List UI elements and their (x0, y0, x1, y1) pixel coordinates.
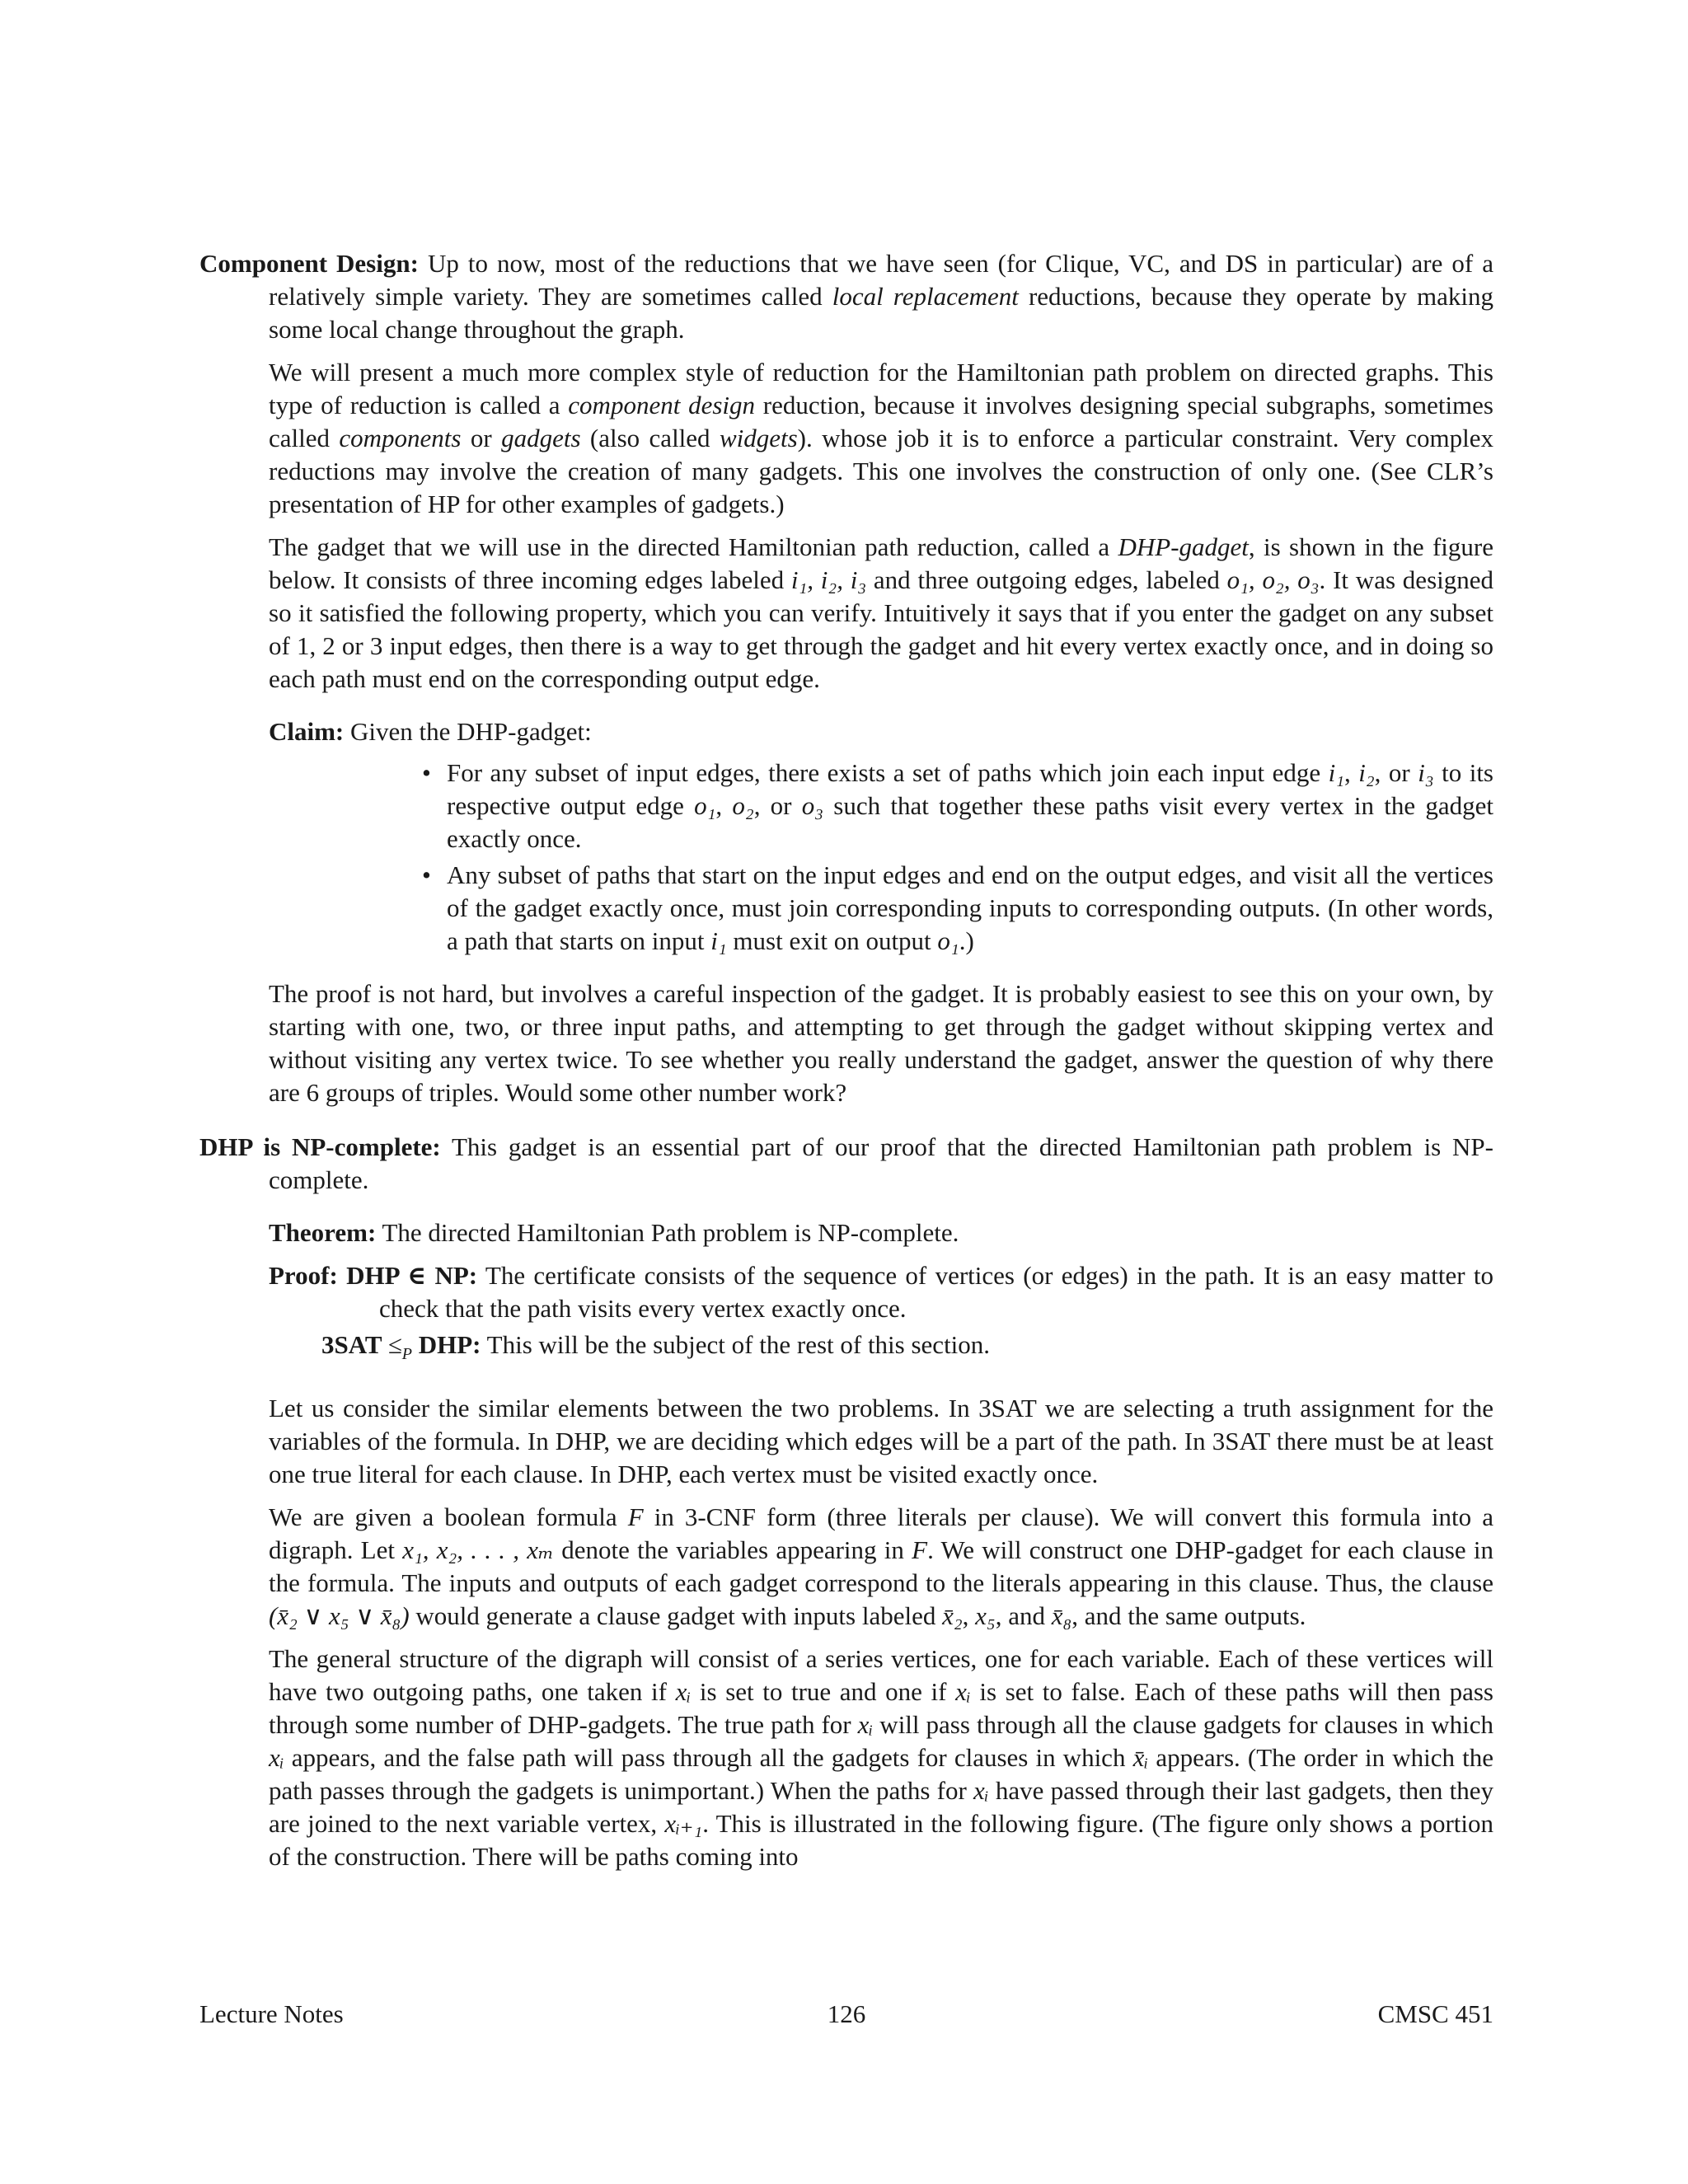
text-run: , is shown in the figure below. It consists of three incoming edges labeled (269, 532, 1493, 594)
math: x̄ᵢ (1132, 1743, 1149, 1773)
text-run: must exit on output (726, 926, 938, 955)
math: i₃ (1418, 758, 1434, 787)
math: ≤ (387, 1330, 402, 1359)
section-heading: Component Design: (199, 249, 419, 278)
emphasis: component design (568, 391, 756, 419)
text-run: , (715, 791, 733, 820)
section-component-design (199, 247, 1493, 1109)
text-run: is set to false. Each of these paths will then pass through some number of DHP-gadgets. The true path for (269, 1677, 1494, 1740)
math: x̄₂ (942, 1601, 963, 1631)
list-item (447, 859, 1493, 958)
emphasis: gadgets (501, 424, 581, 452)
proof-case-heading: DHP: (411, 1330, 481, 1359)
math: xᵢ (955, 1677, 971, 1707)
text-run: .) (959, 926, 974, 955)
text-run: have passed through their last gadgets, then they are joined to the next variable vertex, (269, 1776, 1493, 1839)
math: o₁, o₂, o₃ (1226, 565, 1320, 594)
paragraph (269, 356, 1493, 521)
text-run: For any subset of input edges, there exists a set of paths which join each input edge (447, 758, 1329, 787)
text-run: The gadget that we will use in the directed Hamiltonian path reduction, called a (269, 532, 1118, 561)
text-run: or (461, 424, 502, 452)
section-paragraph (199, 1131, 1493, 1197)
math: o₁ (694, 791, 716, 820)
proof-case-heading: 3SAT (321, 1330, 388, 1359)
text-run: ). whose job it is to enforce a particular constraint. Very complex reductions may involve the creation of many gadgets. This one involves the construction of only one. (See CLR’s presentation of HP for other examples of gadgets.) (269, 424, 1493, 518)
text-run: will pass through all the clause gadgets for clauses in which (873, 1710, 1494, 1740)
text-run: , (962, 1601, 976, 1631)
theorem-label: Theorem: (269, 1218, 377, 1247)
text-run: The general structure of the digraph will consist of a series vertices, one for each variable. Each of these vertices will have two outgoing paths, one taken if (269, 1644, 1493, 1707)
paragraph: The proof is not hard, but involves a careful inspection of the gadget. It is probably easiest to see this on your own, by starting with one, two, or three input paths, and attempting to get through the gadget without skipping vertex and without visiting any vertex twice. To see whether you really understand the gadget, answer the question of why there are 6 groups of triples. Would some other number work? (269, 979, 1493, 1107)
claim-label: Claim: (269, 717, 345, 746)
page-number: 126 (827, 1999, 866, 2028)
math: xᵢ₊₁ (664, 1809, 703, 1839)
math: xᵢ (973, 1776, 989, 1806)
claim-line (269, 715, 1493, 748)
text-run: such that together these paths visit every vertex in the gadget exactly once. (447, 791, 1494, 853)
text-run: denote the variables appearing in (554, 1535, 912, 1565)
theorem-block (269, 1216, 1493, 1249)
list-item (447, 757, 1493, 855)
text-run: , (1344, 758, 1359, 787)
text-run: . We will construct one DHP-gadget for each clause in the formula. The inputs and outputs of each gadget correspond to the literals appearing in this clause. Thus, the clause (269, 1535, 1493, 1598)
text-run: (also called (580, 424, 720, 452)
emphasis: local replacement (832, 282, 1019, 311)
text-run: This gadget is an essential part of our proof that the directed Hamiltonian path problem is NP-complete. (269, 1132, 1493, 1194)
math: x₁, x₂, . . . , xₘ (402, 1535, 554, 1565)
proof-case-heading: DHP ∈ NP: (346, 1261, 478, 1290)
text-run: reduction, because it involves designing special subgraphs, sometimes called (269, 391, 1493, 452)
paragraph (269, 1643, 1493, 1873)
proof-block (269, 1259, 1493, 1371)
math: F (912, 1535, 928, 1565)
claim-block (269, 715, 1493, 958)
text-run: The certificate consists of the sequence of vertices (or edges) in the path. It is an easy matter to check that the path visits every vertex exactly once. (379, 1261, 1494, 1323)
paragraph (269, 531, 1493, 696)
text-run: is set to true and one if (691, 1677, 956, 1707)
claim-bullet-list (269, 757, 1493, 958)
text-run: to its respective output edge (447, 758, 1493, 820)
page-footer (199, 1998, 1493, 2031)
footer-right: CMSC 451 (1377, 1999, 1493, 2028)
math: i₁, i₂, i₃ (790, 565, 867, 594)
math: i₁ (1328, 758, 1345, 787)
text-run: This will be the subject of the rest of this section. (481, 1330, 991, 1359)
math: o₃ (801, 791, 824, 820)
math: i₂ (1358, 758, 1375, 787)
paragraph: Let us consider the similar elements between the two problems. In 3SAT we are selecting a truth assignment for the variables of the formula. In DHP, we are deciding which edges will be a part of the path. In 3SAT there must be at least one true literal for each clause. In DHP, each vertex must be visited exactly once. (269, 1394, 1493, 1489)
math: x₅ (975, 1601, 996, 1631)
math: x̄₈ (1051, 1601, 1072, 1631)
footer-left: Lecture Notes (199, 1999, 344, 2028)
text-run: reductions, because they operate by making some local change throughout the graph. (269, 282, 1493, 344)
proof-line (269, 1259, 1493, 1325)
emphasis: components (339, 424, 462, 452)
text-run: appears, and the false path will pass through all the gadgets for clauses in which (284, 1743, 1133, 1773)
proof-line (321, 1329, 1493, 1371)
text-run: , or (1374, 758, 1418, 787)
text-run: in 3-CNF form (three literals per clause). We will convert this formula into a digraph. Let (269, 1502, 1493, 1565)
math: o₂ (732, 791, 754, 820)
text-run: , or (753, 791, 802, 820)
paragraph (269, 1501, 1493, 1633)
proof-label: Proof: (269, 1261, 338, 1290)
math: xᵢ (675, 1677, 692, 1707)
text-run: Given the DHP-gadget: (344, 717, 592, 746)
text-run: . It was designed so it satisfied the following property, which you can verify. Intuitively it says that if you enter the gadget on any subset of 1, 2 or 3 input edges, then there is a way to get through the gadget and hit every vertex exactly once, and in doing so each path must end on the corresponding output edge. (269, 565, 1494, 693)
section-dhp-np-complete (199, 1131, 1493, 1873)
section-paragraph (199, 247, 1493, 346)
math: xᵢ (269, 1743, 284, 1773)
math: xᵢ (857, 1710, 874, 1740)
text-run: We are given a boolean formula (269, 1502, 628, 1532)
text-run: Any subset of paths that start on the input edges and end on the output edges, and visit all the vertices of the gadget exactly once, must join corresponding inputs to corresponding outputs. (In other words, a path that starts on input (447, 860, 1493, 955)
text-run: . This is illustrated in the following figure. (The figure only shows a portion of the construction. There will be paths coming into (269, 1809, 1493, 1872)
text-run: , and the same outputs. (1071, 1601, 1306, 1631)
text-run: would generate a clause gadget with inputs labeled (409, 1601, 943, 1631)
text-run: Up to now, most of the reductions that we have seen (for Clique, VC, and DS in particular) are of a relatively simple variety. They are sometimes called (269, 249, 1494, 311)
page-content (199, 247, 1493, 1895)
math: (x̄₂ ∨ x₅ ∨ x̄₈) (269, 1601, 410, 1631)
text-run: The directed Hamiltonian Path problem is NP-complete. (376, 1218, 959, 1247)
text-run: and three outgoing edges, labeled (866, 565, 1227, 594)
math: i₁ (710, 926, 727, 955)
text-run: appears. (The order in which the path passes through the gadgets is unimportant.) When the paths for (269, 1743, 1493, 1806)
math: F (627, 1502, 644, 1532)
emphasis: DHP-gadget (1118, 532, 1249, 561)
emphasis: widgets (719, 424, 798, 452)
text-run: We will present a much more complex style of reduction for the Hamiltonian path problem on directed graphs. This type of reduction is called a (269, 358, 1493, 419)
text-run: , and (995, 1601, 1052, 1631)
section-heading: DHP is NP-complete: (199, 1132, 441, 1161)
math: o₁ (937, 926, 959, 955)
math-subscript: P (401, 1345, 412, 1364)
